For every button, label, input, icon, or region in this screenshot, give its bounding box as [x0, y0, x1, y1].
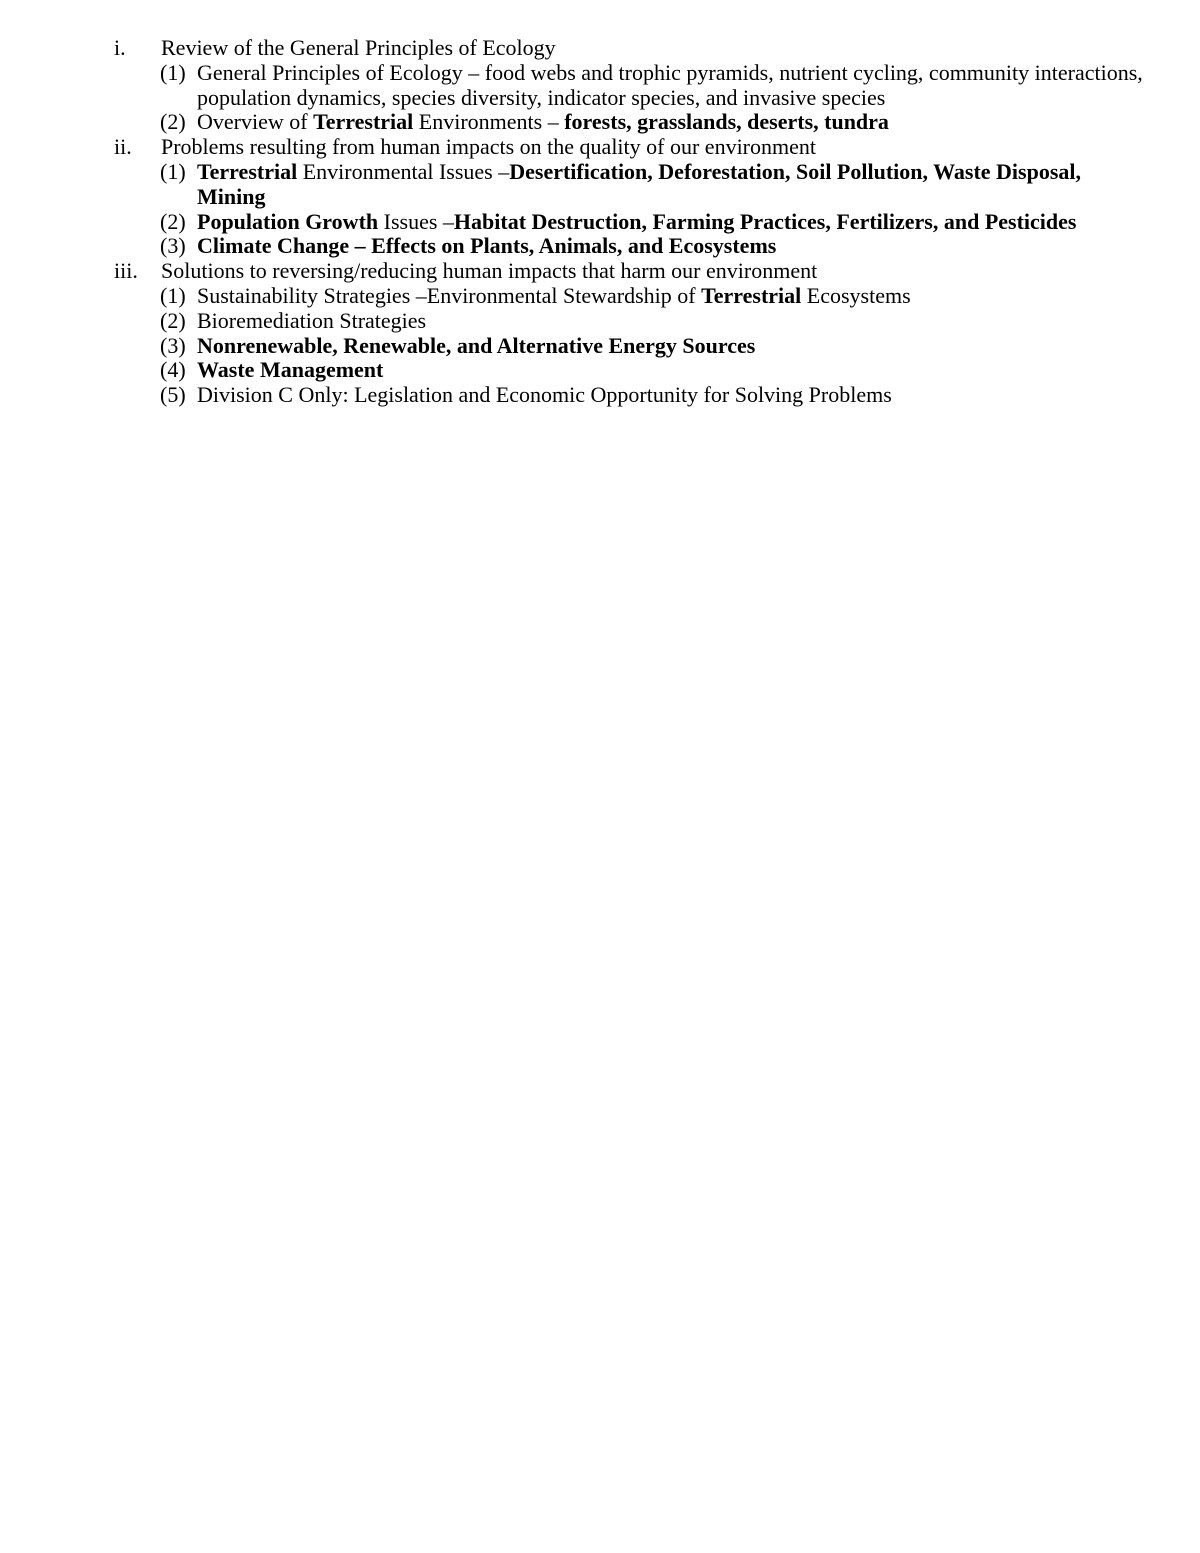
- item-number: (1): [160, 59, 186, 85]
- item-text: Sustainability Strategies –Environmental Stewardship of: [197, 282, 702, 308]
- section-numeral: i.: [114, 35, 126, 60]
- item-number: (3): [160, 233, 186, 259]
- section-numeral: iii.: [114, 258, 138, 284]
- item-number: (2): [160, 307, 186, 333]
- outline-item: [114, 210, 1154, 235]
- item-number: (1): [160, 282, 186, 308]
- item-text-bold: Population Growth: [197, 208, 379, 234]
- item-text: General Principles of Ecology – food webs and trophic pyramids, nutrient cycling, community interactions, population dynamics, species diversity, indicator species, and invasive species: [197, 59, 1143, 110]
- outline-item: [114, 358, 1154, 383]
- outline-section: [114, 135, 1154, 259]
- item-text: Environmental Issues –: [297, 158, 510, 184]
- item-text-bold: Terrestrial: [197, 158, 298, 184]
- item-text-bold: Nonrenewable, Renewable, and Alternative Energy Sources: [197, 332, 756, 358]
- item-text-bold: Habitat Destruction, Farming Practices, Fertilizers, and Pesticides: [453, 208, 1077, 234]
- outline-item: [114, 234, 1154, 259]
- section-heading: [114, 135, 1154, 160]
- section-title: Problems resulting from human impacts on the quality of our environment: [161, 134, 816, 160]
- item-text-bold: forests, grasslands, deserts, tundra: [564, 109, 889, 135]
- item-text: Division C Only: Legislation and Economic Opportunity for Solving Problems: [197, 382, 892, 408]
- item-number: (2): [160, 208, 186, 234]
- outline-item: [114, 110, 1154, 135]
- item-text: Issues –: [378, 208, 454, 234]
- item-number: (4): [160, 357, 186, 383]
- outline-section: [114, 36, 1154, 135]
- item-text-bold: Climate Change – Effects on Plants, Animals, and Ecosystems: [197, 233, 777, 259]
- section-heading: [114, 259, 1154, 284]
- item-text-bold: Waste Management: [197, 357, 384, 383]
- outline-item: [114, 61, 1154, 111]
- outline-section: [114, 259, 1154, 408]
- outline-item: [114, 309, 1154, 334]
- item-text-bold: Terrestrial: [313, 109, 414, 135]
- topic-outline: [114, 36, 1154, 408]
- item-number: (5): [160, 382, 186, 408]
- section-title: Solutions to reversing/reducing human impacts that harm our environment: [161, 258, 818, 284]
- item-text: Bioremediation Strategies: [197, 307, 427, 333]
- item-text-bold: Desertification, Deforestation, Soil Pollution, Waste Disposal, Mining: [197, 158, 1082, 209]
- item-number: (2): [160, 109, 186, 135]
- outline-item: [114, 334, 1154, 359]
- item-text-bold: Terrestrial: [701, 282, 802, 308]
- item-text: Environments –: [413, 109, 565, 135]
- item-text: Overview of: [197, 109, 314, 135]
- section-numeral: ii.: [114, 134, 132, 160]
- outline-item: [114, 160, 1154, 210]
- outline-item: [114, 383, 1154, 408]
- outline-item: [114, 284, 1154, 309]
- item-number: (3): [160, 332, 186, 358]
- section-heading: [114, 36, 1154, 61]
- section-title: Review of the General Principles of Ecology: [161, 35, 556, 60]
- item-text: Ecosystems: [801, 282, 911, 308]
- item-number: (1): [160, 158, 186, 184]
